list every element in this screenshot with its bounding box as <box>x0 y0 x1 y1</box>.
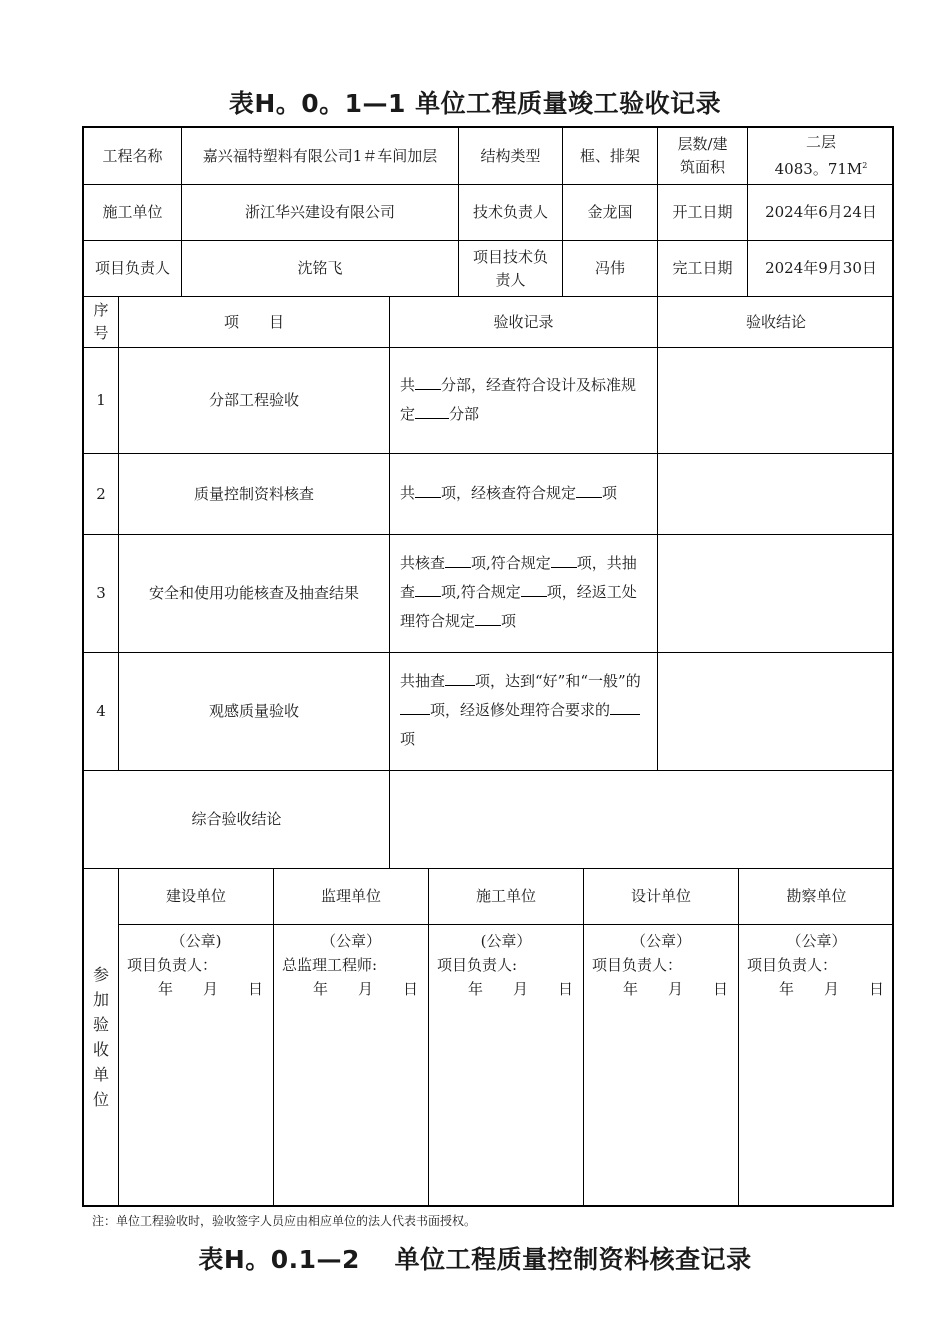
row-4-conclusion <box>658 653 894 771</box>
unit-1-sign <box>119 925 274 1205</box>
project-tech-lead-value: 冯伟 <box>563 241 658 297</box>
floors-area-label: 层数/建筑面积 <box>658 128 748 185</box>
floors-area-value <box>748 128 894 185</box>
unit-2-name: 监理单位 <box>274 869 429 925</box>
unit-3-sign <box>429 925 584 1205</box>
unit-2-seal: （公章） <box>320 932 381 950</box>
row-4-no: 4 <box>84 653 119 771</box>
tech-lead-value: 金龙国 <box>563 185 658 241</box>
unit-1-seal: （公章) <box>170 932 222 950</box>
project-name-value: 嘉兴福特塑料有限公司1＃车间加层 <box>182 128 459 185</box>
acceptance-table <box>82 126 894 1207</box>
unit-2-sign <box>274 925 429 1205</box>
tech-lead-label: 技术负责人 <box>459 185 563 241</box>
unit-5-date: 年 月 日 <box>778 980 884 998</box>
project-manager-value: 沈铭飞 <box>182 241 459 297</box>
construction-unit-label: 施工单位 <box>84 185 182 241</box>
conclusion-header: 验收结论 <box>658 297 894 348</box>
unit-3-role: 项目负责人: <box>437 956 518 974</box>
row-3-record: 共核查 项,符合规定 项，共抽查 项,符合规定 项，经返工处理符合规定 项 <box>390 535 658 653</box>
area-value: 4083。$71M^2$ <box>774 160 868 178</box>
unit-1-role: 项目负责人： <box>127 956 218 974</box>
structure-type-label: 结构类型 <box>459 128 563 185</box>
construction-unit-value: 浙江华兴建设有限公司 <box>182 185 459 241</box>
end-date-label: 完工日期 <box>658 241 748 297</box>
unit-4-role: 项目负责人： <box>592 956 683 974</box>
page-title: 表H。0。1—1 单位工程质量竣工验收记录 <box>228 89 722 118</box>
row-2-item: 质量控制资料核查 <box>119 454 390 535</box>
row-1-conclusion <box>658 348 894 454</box>
unit-3-seal: (公章） <box>480 932 532 950</box>
unit-5-name: 勘察单位 <box>739 869 894 925</box>
record-header: 验收记录 <box>390 297 658 348</box>
unit-4-date: 年 月 日 <box>622 980 728 998</box>
structure-type-value: 框、排架 <box>563 128 658 185</box>
floors-value: 二层 <box>805 133 836 151</box>
row-3-conclusion <box>658 535 894 653</box>
row-4-record: 共抽查 项，达到“好”和“一般”的项，经返修处理符合要求的项 <box>390 653 658 771</box>
summary-label: 综合验收结论 <box>84 771 390 869</box>
row-4-item: 观感质量验收 <box>119 653 390 771</box>
next-table-title: 表H。0.1—2 单位工程质量控制资料核查记录 <box>198 1245 752 1274</box>
unit-2-date: 年 月 日 <box>312 980 418 998</box>
unit-4-seal: （公章） <box>630 932 691 950</box>
unit-3-name: 施工单位 <box>429 869 584 925</box>
unit-4-sign <box>584 925 739 1205</box>
row-2-no: 2 <box>84 454 119 535</box>
end-date-value: 2024年9月30日 <box>748 241 894 297</box>
project-tech-lead-label: 项目技术负责人 <box>459 241 563 297</box>
project-manager-label: 项目负责人 <box>84 241 182 297</box>
row-1-item: 分部工程验收 <box>119 348 390 454</box>
seq-header: 序号 <box>84 297 119 348</box>
unit-2-role: 总监理工程师: <box>282 956 378 974</box>
row-3-no: 3 <box>84 535 119 653</box>
summary-value <box>390 771 894 869</box>
row-2-conclusion <box>658 454 894 535</box>
unit-1-date: 年 月 日 <box>157 980 263 998</box>
unit-3-date: 年 月 日 <box>467 980 573 998</box>
item-header: 项 目 <box>119 297 390 348</box>
unit-5-seal: （公章） <box>786 932 847 950</box>
unit-5-role: 项目负责人： <box>747 956 838 974</box>
project-name-label: 工程名称 <box>84 128 182 185</box>
unit-5-sign <box>739 925 894 1205</box>
start-date-value: 2024年6月24日 <box>748 185 894 241</box>
unit-1-name: 建设单位 <box>119 869 274 925</box>
row-1-record: 共 分部，经查符合设计及标准规定 分部 <box>390 348 658 454</box>
participants-label: 参加验收单位 <box>84 869 119 1205</box>
footnote: 注：单位工程验收时，验收签字人员应由相应单位的法人代表书面授权。 <box>92 1214 477 1228</box>
row-3-item: 安全和使用功能核查及抽查结果 <box>119 535 390 653</box>
start-date-label: 开工日期 <box>658 185 748 241</box>
row-1-no: 1 <box>84 348 119 454</box>
row-2-record: 共 项，经核查符合规定 项 <box>390 454 658 535</box>
unit-4-name: 设计单位 <box>584 869 739 925</box>
